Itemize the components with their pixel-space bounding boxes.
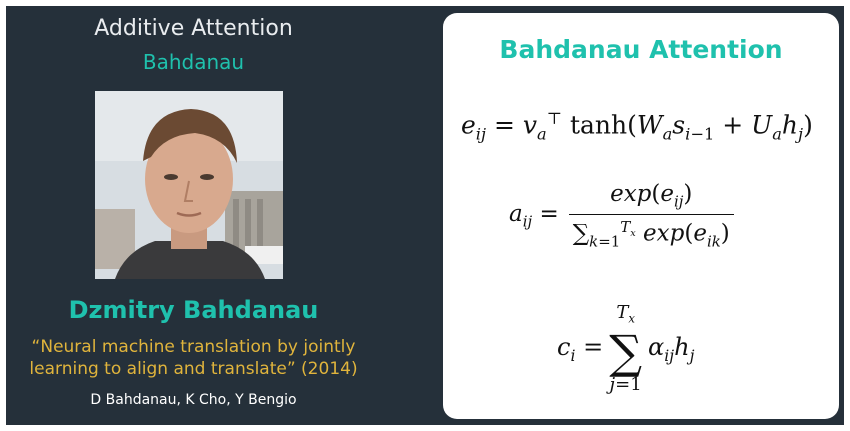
- context-vector-equation: $c_i$ = $T_x$ ∑ j=1 $\alpha_{ij}h_j$: [557, 302, 695, 395]
- card-title: Bahdanau Attention: [499, 35, 783, 64]
- equation-card: [443, 13, 839, 419]
- author-list: D Bahdanau, K Cho, Y Bengio: [90, 392, 297, 408]
- energy-equation: $e_{ij} = v_a^⊤$ $\tanh(W_as_{i-1} + U_ah_j)$: [461, 109, 813, 144]
- paper-title-line-2: learning to align and translate” (2014): [29, 359, 358, 379]
- slide-subtitle: Bahdanau: [142, 50, 245, 74]
- left-panel: [6, 6, 381, 425]
- author-photo: [95, 91, 283, 279]
- slide: [6, 6, 844, 425]
- portrait-illustration: [95, 91, 283, 279]
- author-name: Dzmitry Bahdanau: [68, 296, 319, 324]
- paper-citation: [6, 336, 381, 380]
- softmax-equation: $a_{ij}$ = $\frac{\exp(e_{ij})}{\sum_{k=1}^{T_x} \exp(e_{ik})}$: [509, 181, 734, 250]
- slide-title: Additive Attention: [94, 16, 293, 41]
- paper-title-line-1: “Neural machine translation by jointly: [31, 337, 356, 357]
